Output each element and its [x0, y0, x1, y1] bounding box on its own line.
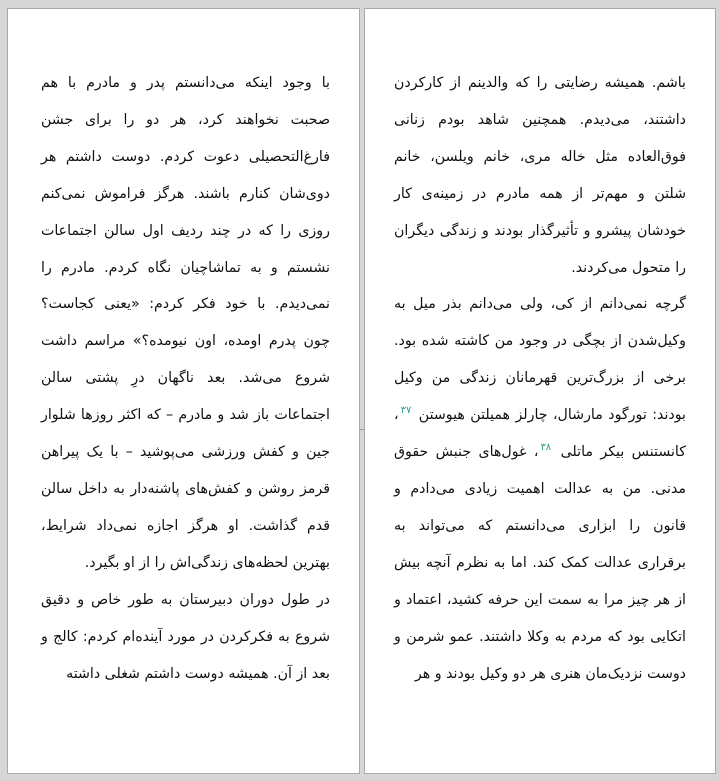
book-spread [1, 1, 718, 780]
paragraph [394, 286, 686, 692]
right-page-text [394, 65, 686, 692]
footnote-link[interactable]: ۳۸ [540, 442, 552, 454]
footnote-link[interactable]: ۳۷ [400, 405, 412, 417]
paragraph: در طول دوران دبیرستان به طور خاص و دقیق شروع به فکرکردن در مورد آینده‌ام کردم: کالج و بعد از آن. همیشه دوست داشتم شغلی داشته [41, 591, 330, 682]
paragraph-text: ، کانستنس بیکر ماتلی [394, 407, 687, 461]
paragraph-text: ، غول‌های جنبش حقوق مدنی. من به عدالت اهمیت زیادی می‌دادم و قانون را ابزاری می‌دانستم که می‌تواند به برقراری عدالت کمک کند. اما به نظرم آنچه بیش از هر چیز مرا به سمت این حرفه کشید، اعتماد و اتکایی بود که مردم به وکلا داشتند. عمو شرمن و دوست نزدیک‌مان هنری هر دو وکیل بودند و هر [394, 444, 686, 682]
paragraph: باشم. همیشه رضایتی را که والدینم از کارکردن داشتند، می‌دیدم. همچنین شاهد بودم زنانی فوق‌العاده مثل خاله مری، خانم ویلسن، خانم شلتن و مهم‌تر از همه مادرم در زمینه‌ی کار خودشان پیشرو و تأثیرگذار بودند و زندگی دیگران را متحول می‌کردند. [394, 75, 686, 276]
paragraph: با وجود اینکه می‌دانستم پدر و مادرم با هم صحبت نخواهند کرد، هر دو را برای جشن فارغ‌التحصیلی دعوت کردم. دوست داشتم هر دوی‌شان کنارم باشند. هرگز فراموش نمی‌کنم روزی را که در چند ردیف اول سالن اجتماعات نشستم و به تماشاچیان نگاه کردم. مادرم را نمی‌دیدم. با خود فکر کردم: «یعنی کجاست؟ چون پدرم اومده، اون نیومده؟» مراسم داشت شروع می‌شد. بعد ناگهان درِ پشتی سالن اجتماعات باز شد و مادرم – که اکثر روزها شلوار جین و کفش ورزشی می‌پوشید – با یک پیراهن قرمز روشن و کفش‌های پاشنه‌دار به داخل سالن قدم گذاشت. او هرگز اجازه نمی‌داد شرایط، بهترین لحظه‌های زندگی‌اش را از او بگیرد. [41, 75, 330, 571]
left-page [7, 8, 360, 774]
left-page-text [41, 65, 330, 692]
paragraph-text: گرچه نمی‌دانم از کی، ولی می‌دانم بذر میل به وکیل‌شدن از بچگی در وجود من کاشته شده بود. برخی از بزرگ‌ترین قهرمانان زندگی من وکیل بودند: تورگود مارشال، چارلز همیلتن هیوستن [394, 296, 686, 424]
right-page [364, 8, 716, 774]
